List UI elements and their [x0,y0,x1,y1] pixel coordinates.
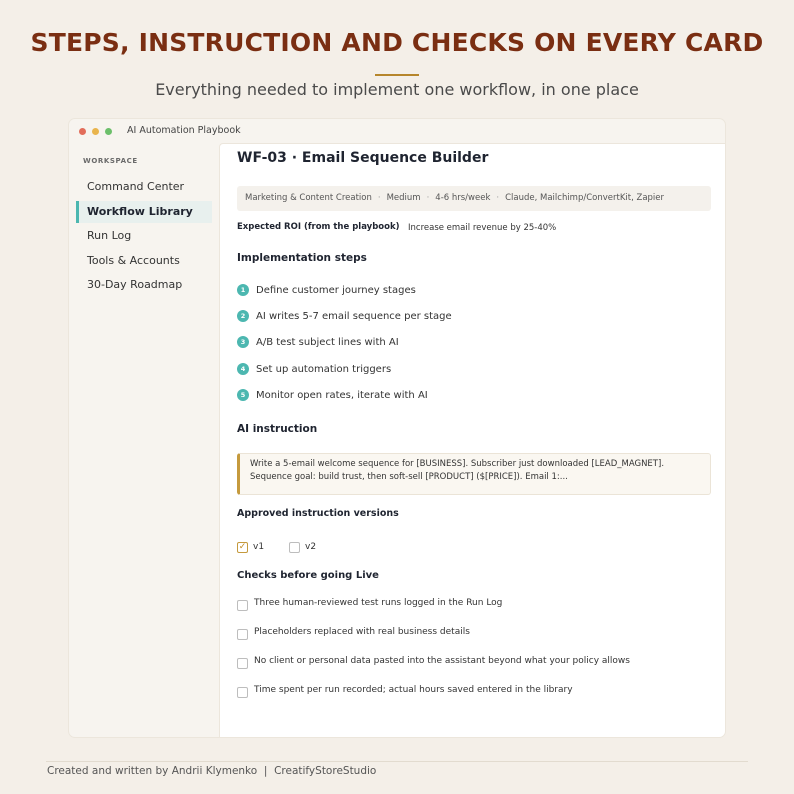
app-window [68,118,726,738]
check-text: Placeholders replaced with real business details [254,627,470,637]
sidebar-item-30-day-roadmap[interactable]: 30-Day Roadmap [87,278,183,291]
card-meta-bar [237,186,711,211]
footer-credit: Created and written by Andrii Klymenko | CreatifyStoreStudio [47,765,377,777]
step-number-badge: 3 [237,336,249,348]
meta-separator: · [426,193,430,203]
check-item[interactable] [237,685,573,699]
check-item[interactable] [237,627,470,641]
meta-separator: · [377,193,381,203]
step-item [237,387,428,403]
step-number-badge: 5 [237,389,249,401]
checkbox-unchecked-icon[interactable] [237,600,248,611]
check-item[interactable] [237,656,630,670]
sidebar-item-tools-accounts[interactable]: Tools & Accounts [87,254,180,267]
step-item [237,282,416,298]
step-item [237,308,452,324]
meta-difficulty: Medium [386,193,421,203]
checkbox-unchecked-icon[interactable] [237,687,248,698]
meta-separator: · [496,193,500,203]
step-text: A/B test subject lines with AI [256,336,399,348]
checks-heading: Checks before going Live [237,570,379,581]
check-text: No client or personal data pasted into the assistant beyond what your policy allows [254,656,630,666]
checkbox-unchecked-icon[interactable] [237,658,248,669]
sidebar-item-command-center[interactable]: Command Center [87,180,185,193]
meta-category: Marketing & Content Creation [245,193,372,203]
version-label: v1 [253,542,265,552]
checkbox-checked-icon[interactable]: ✓ [238,541,247,552]
check-text: Time spent per run recorded; actual hours saved entered in the library [254,685,573,695]
checkbox-unchecked-icon[interactable] [289,542,300,553]
maximize-window-icon[interactable] [105,128,112,135]
page-headline: STEPS, INSTRUCTION AND CHECKS ON EVERY CARD [30,28,764,57]
step-number-badge: 4 [237,363,249,375]
sidebar [69,143,219,738]
version-v1[interactable] [237,540,264,554]
close-window-icon[interactable] [79,128,86,135]
steps-heading: Implementation steps [237,252,367,264]
checkbox-unchecked-icon[interactable] [237,629,248,640]
step-item [237,361,391,377]
version-label: v2 [305,542,317,552]
step-text: Set up automation triggers [256,363,392,375]
check-text: Three human-reviewed test runs logged in the Run Log [254,598,503,608]
step-item [237,334,399,350]
sidebar-item-run-log[interactable]: Run Log [87,229,132,242]
roi-label: Expected ROI (from the playbook) [237,222,400,232]
meta-time-saved: 4-6 hrs/week [435,193,491,203]
workflow-card [219,143,726,738]
step-text: Monitor open rates, iterate with AI [256,389,428,401]
minimize-window-icon[interactable] [92,128,99,135]
sidebar-section-label: WORKSPACE [83,157,138,165]
step-text: AI writes 5-7 email sequence per stage [256,310,452,322]
window-titlebar [69,119,725,143]
instruction-heading: AI instruction [237,423,318,435]
roi-value: Increase email revenue by 25-40% [408,223,557,233]
window-title: AI Automation Playbook [127,125,241,136]
version-v2[interactable] [289,540,316,554]
ai-instruction-box[interactable]: Write a 5-email welcome sequence for [BUSINESS]. Subscriber just downloaded [LEAD_MAGNET]. Sequence goal: build trust, then soft-sell [PRODUCT] ($[PRICE]). Email 1:... [237,453,711,495]
step-number-badge: 1 [237,284,249,296]
page-subheadline: Everything needed to implement one workflow, in one place [155,80,639,99]
headline-divider [375,74,419,76]
step-text: Define customer journey stages [256,284,416,296]
footer-divider [46,761,748,762]
versions-heading: Approved instruction versions [237,508,399,519]
step-number-badge: 2 [237,310,249,322]
sidebar-item-workflow-library[interactable]: Workflow Library [76,201,212,223]
meta-tools: Claude, Mailchimp/ConvertKit, Zapier [505,193,665,203]
check-item[interactable] [237,598,502,612]
card-title: WF-03 · Email Sequence Builder [237,150,489,166]
